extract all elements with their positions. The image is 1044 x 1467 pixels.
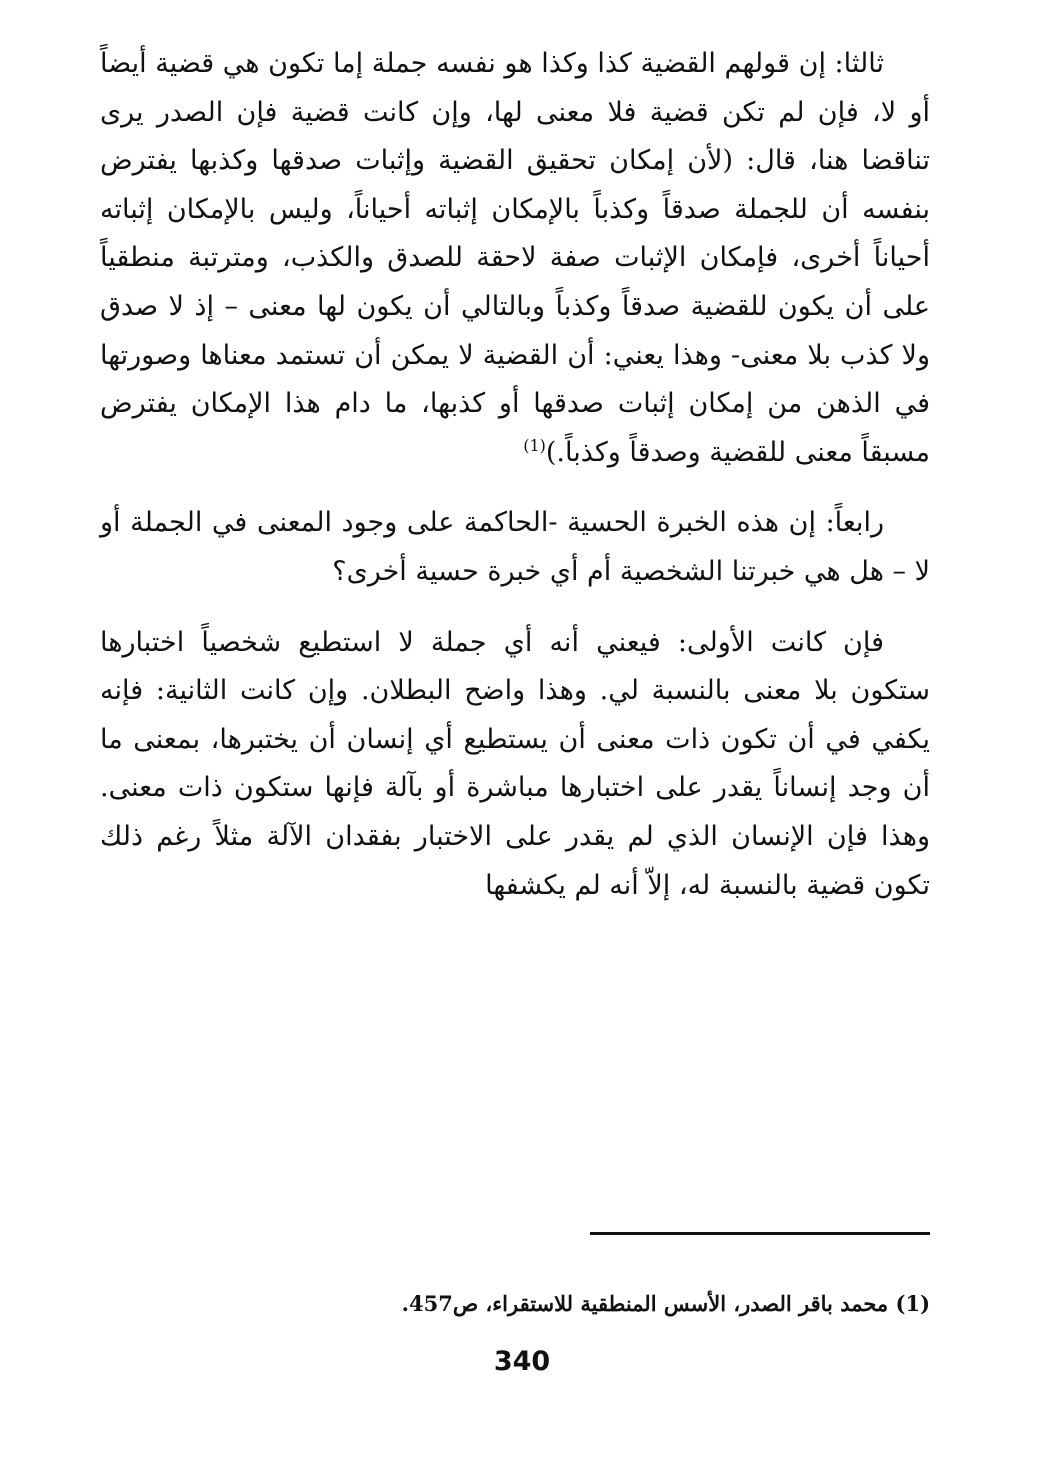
paragraph-third-point — [100, 40, 930, 477]
page-number: 340 — [493, 1346, 551, 1377]
paragraph-first-option — [100, 619, 930, 911]
paragraph-fourth-point — [100, 499, 930, 596]
book-page — [100, 40, 930, 1420]
footnote: (1) محمد باقر الصدر، الأسس المنطقية للاستقراء، ص457. — [401, 1291, 930, 1316]
footnote-reference: (1) — [523, 435, 546, 455]
footnote-separator — [590, 1232, 930, 1235]
paragraph-text: فإن كانت الأولى: فيعني أنه أي جملة لا استطيع شخصياً اختبارها ستكون بلا معنى بالنسبة لي. وهذا واضح البطلان. وإن كانت الثانية: فإنه يكفي في أن تكون ذات معنى أن يستطيع أي إنسان أن يختبرها، بمعنى ما أن وجد إنساناً يقدر على اختبارها مباشرة أو بآلة فإنها ستكون ذات معنى. وهذا فإن الإنسان الذي لم يقدر على الاختبار بفقدان الآلة مثلاً رغم ذلك تكون قضية بالنسبة له، إلاّ أنه لم يكشفها — [100, 626, 930, 901]
paragraph-text: رابعاً: إن هذه الخبرة الحسية -الحاكمة على وجود المعنى في الجملة أو لا – هل هي خبرتنا الشخصية أم أي خبرة حسية أخرى؟ — [100, 507, 930, 587]
paragraph-text: ثالثا: إن قولهم القضية كذا وكذا هو نفسه جملة إما تكون هي قضية أيضاً أو لا، فإن لم تكن قضية فلا معنى لها، وإن كانت قضية فإن الصدر يرى تناقضا هنا، قال: (لأن إمكان تحقيق القضية وإثبات صدقها وكذبها يفترض بنفسه أن للجملة صدقاً وكذباً بالإمكان إثباته أحياناً، وليس بالإمكان إثباته أحياناً أخرى، فإمكان الإثبات صفة لاحقة للصدق والكذب، ومترتبة منطقياً على أن يكون للقضية صدقاً وكذباً وبالتالي أن يكون لها معنى – إذ لا صدق ولا كذب بلا معنى- وهذا يعني: أن القضية لا يمكن أن تستمد معناها وصورتها في الذهن من إمكان إثبات صدقها أو كذبها، ما دام هذا الإمكان يفترض مسبقاً معنى للقضية وصدقاً وكذباً.) — [100, 48, 930, 468]
